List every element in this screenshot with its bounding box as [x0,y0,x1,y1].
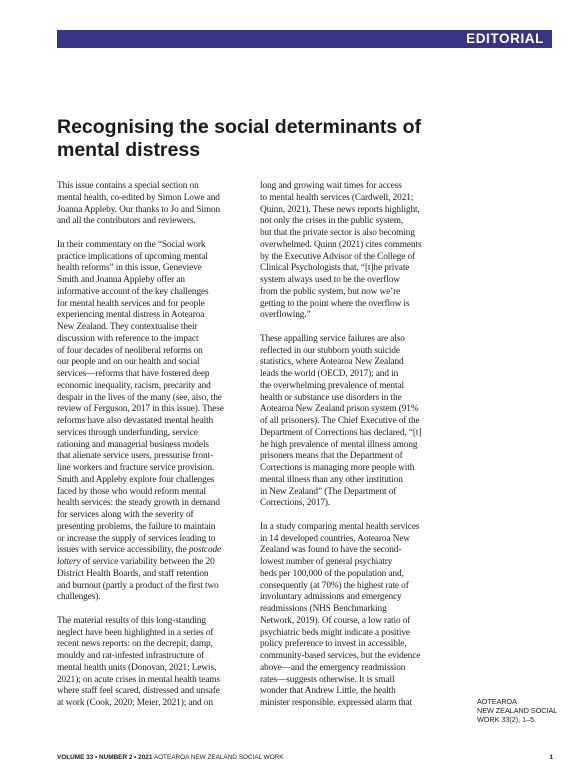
text-line: from the public system, but now we’re [260,286,401,297]
text-line: in 14 developed countries, Aotearoa New [260,533,410,544]
text-line: Quinn, 2021). These news reports highlight, [260,204,420,215]
text-line: mental health units (Donovan, 2021; Lewis, [57,662,217,673]
footer-journal: AOTEAROA NEW ZEALAND SOCIAL WORK [152,754,284,761]
text-line: or increase the supply of services leading to [57,533,216,544]
text-line: psychiatric beds might indicate a positive [260,627,410,638]
text-line: New Zealand. They contextualise their [57,322,198,332]
text-line: mental illness than any other institution [260,474,403,485]
text-line: lowest number of general psychiatry [260,557,393,567]
text-line: presenting problems, the failure to maintain [57,521,216,532]
text-line: Corrections, 2017). [260,498,331,509]
footer-volume: VOLUME 33 • NUMBER 2 • 2021 [57,754,153,761]
text-line: The material results of this long-standing [57,615,206,626]
text-line: getting to the point where the overflow is [260,298,410,309]
text-line: long and growing wait times for access [260,181,402,191]
text-line: but that the private sector is also becoming [260,228,415,238]
citation-line: NEW ZEALAND SOCIAL [477,706,558,715]
text-line: Corrections is managing more people with [260,463,415,473]
text-line: services through underfunding, service [57,427,198,438]
section-label: EDITORIAL [466,31,544,46]
text-line: issues with service accessibility, the postcode [57,545,222,556]
text-line: 2021); on acute crises in mental health teams [57,674,221,685]
text-line: Network, 2019). Of course, a low ratio of [260,615,411,626]
text-line: recent news reports: on the decrepit, damp, [57,639,213,650]
text-line: Zealand was found to have the second- [260,545,402,556]
text-line: community-based services, but the evidence [260,651,421,661]
text-line: health or substance use disorders in the [260,392,402,403]
text-line: experiencing mental distress in Aotearoa [57,310,205,321]
text-line: This issue contains a special section on [57,181,199,191]
title-line: Recognising the social determinants of [57,116,422,138]
text-line: informative account of the key challenges [57,286,209,297]
text-line: Aotearoa New Zealand prison system (91% [260,404,419,415]
text-line: Smith and Joanna Appleby offer an [57,275,185,285]
text-line: of all prisoners). The Chief Executive of the [260,416,420,426]
text-line: services—reforms that have fostered deep [57,369,210,379]
text-line: overflowing.” [260,310,311,321]
text-line: reforms have also devastated mental health [57,416,214,426]
text-line: of four decades of neoliberal reforms on [57,345,203,356]
text-line: by the Executive Advisor of the College of [260,251,416,262]
text-line: for services along with the severity of [57,510,194,520]
text-line: In a study comparing mental health services [260,521,420,532]
text-line: despair in the lives of the many (see, also, the [57,392,222,403]
text-line: In their commentary on the “Social work [57,239,206,250]
text-line: rationing and managerial business models [57,439,209,450]
text-line: line workers and fracture service provision. [57,463,215,473]
text-line: and burnout (partly a product of the first two [57,580,219,591]
paragraph [260,181,450,322]
text-line: mental health, co-edited by Simon Lowe and [57,192,220,203]
journal-citation [477,697,557,724]
page-number: 1 [549,754,553,761]
text-line: District Health Boards, and staff retention [57,568,209,579]
paragraph [57,240,253,604]
citation-line: WORK 33(2), 1–5. [477,715,537,724]
text-line: in New Zealand” (The Department of [260,486,397,497]
text-line: health reforms” in this issue, Genevieve [57,263,202,274]
paragraph [260,334,450,510]
text-line: wonder that Andrew Little, the health [260,686,396,697]
text-line: and all the contributors and reviewers. [57,216,196,227]
article-title [57,116,457,162]
text-line: consequently (at 70%) the highest rate of [260,580,409,591]
section-header-bar [57,30,552,48]
text-line: he high prevalence of mental illness among [260,439,418,450]
title-line: mental distress [57,139,201,161]
text-line: review of Ferguson, 2017 in this issue). These [57,404,224,415]
citation-line: AOTEAROA [477,697,517,706]
text-line: policy preference to invest in accessible, [260,639,407,650]
paragraph [260,522,450,710]
text-line: for mental health services and for people [57,298,205,309]
page-footer [57,753,284,762]
text-line: economic inequality, racism, precarity and [57,380,211,391]
text-line: not only the crises in the public system, [260,216,404,227]
text-line: discussion with reference to the impact [57,333,199,344]
text-line: statistics, where Aotearoa New Zealand [260,357,404,368]
text-line: leads the world (OECD, 2017); and in [260,369,399,379]
text-line: Clinical Psychologists that, “[t]he private [260,263,410,274]
text-line: where staff feel scared, distressed and unsafe [57,686,220,697]
text-line: These appalling service failures are also [260,333,405,344]
text-line: mouldy and rat-infested infrastructure of [57,651,205,661]
text-line: rates—suggests otherwise. It is small [260,674,395,685]
body-column-left [57,181,253,722]
body-column-right [260,181,450,722]
text-line: involuntary admissions and emergency [260,592,402,603]
text-line: that alienate service users, pressurise front- [57,451,213,462]
paragraph [57,616,253,710]
text-line: lottery of service variability between the 20 [57,557,215,567]
text-line: neglect have been highlighted in a series of [57,627,214,638]
text-line: prisoners means that the Department of [260,451,403,462]
text-line: challenges). [57,592,101,603]
text-line: Department of Corrections has declared, “[t] [260,427,422,438]
text-line: overwhelmed. Quinn (2021) cites comments [260,239,422,250]
paragraph [57,181,253,228]
text-line: Smith and Appleby explore four challenges [57,474,215,485]
text-line: health services: the steady growth in demand [57,498,220,509]
text-line: beds per 100,000 of the population and, [260,568,404,579]
text-line: minister responsible, expressed alarm that [260,698,412,708]
text-line: the overwhelming prevalence of mental [260,380,404,391]
text-line: at work (Cook, 2020; Meier, 2021); and on [57,698,213,708]
text-line: faced by those who would reform mental [57,486,207,497]
text-line: to mental health services (Cardwell, 2021; [260,192,414,203]
text-line: system always used to be the overflow [260,275,400,285]
text-line: our people and on our health and social [57,357,200,368]
text-line: practice implications of upcoming mental [57,251,208,262]
text-line: reflected in our stubborn youth suicide [260,345,400,356]
text-line: readmissions (NHS Benchmarking [260,604,387,614]
text-line: Joanna Appleby. Our thanks to Jo and Simon [57,204,221,215]
text-line: above—and the emergency readmission [260,662,406,673]
